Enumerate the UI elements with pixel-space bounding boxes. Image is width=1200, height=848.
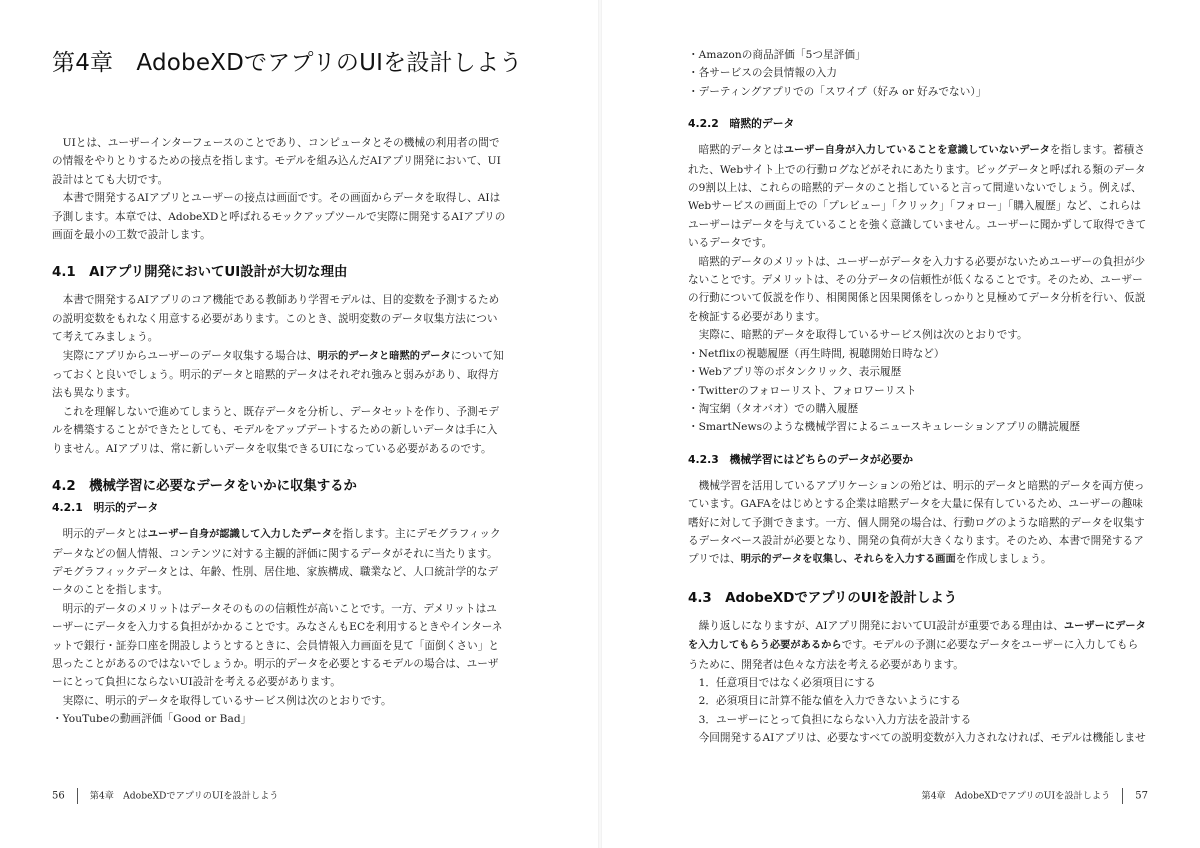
intro-paragraph: UIとは、ユーザーインターフェースのことであり、コンピュータとその機械の利用者の間での情報をやりとりするための接点を指します。モデルを組み込んだAIアプリ開発において、UI設計はとても大切です。	[52, 137, 501, 186]
body-paragraph: 暗黙的データのメリットは、ユーザーがデータを入力する必要がないためユーザーの負担が少ないことです。デメリットは、その分データの信頼性が低くなることです。そのため、ユーザーの行動について仮説を作り、相関関係と因果関係をしっかりと見極めてデータ分析を行い、仮説を検証する必要があります。	[688, 255, 1146, 323]
numbered-item: 2．必須項目に計算不能な値を入力できないようにする	[698, 695, 961, 708]
section-heading-4-3: 4.3 AdobeXDでアプリのUIを設計しよう	[688, 590, 957, 606]
footer-divider	[77, 788, 78, 804]
body-paragraph: 明示的データのメリットはデータそのものの信頼性が高いことです。一方、デメリットはユーザーにデータを入力する負担がかかることです。みなさんもECを利用するときやインターネットで銀行・証券口座を開設しようとするときに、会員情報入力画面を見て「面倒くさい」と思ったことがあるのではないでしょうか。明示的データを必要とするモデルの場合は、ユーザーにとって負担にならないUI設計を考える必要があります。	[52, 602, 503, 689]
list-item: ・各サービスの会員情報の入力	[688, 67, 838, 80]
body-paragraph: 本書で開発するAIアプリのコア機能である教師あり学習モデルは、目的変数を予測するための説明変数をもれなく用意する必要があります。このとき、説明変数のデータ収集方法について考えてみましょう。	[52, 294, 500, 344]
list-item: ・Twitterのフォローリスト、フォロワーリスト	[688, 384, 917, 397]
right-page-footer	[922, 788, 1148, 805]
body-paragraph: これを理解しないで進めてしまうと、既存データを分析し、データセットを作り、予測モデルを構築することができたとしても、モデルをアップデートするための新しいデータは手に入りません。AIアプリは、常に新しいデータを収集できるUIになっている必要があるのです。	[52, 405, 499, 455]
chapter-title: 第4章 AdobeXDでアプリのUIを設計しよう	[52, 50, 523, 76]
subsection-heading-4-2-1: 4.2.1 明示的データ	[52, 501, 159, 515]
page-number: 57	[1135, 790, 1148, 802]
list-item: ・Webアプリ等のボタンクリック、表示履歴	[688, 366, 902, 379]
list-item: ・YouTubeの動画評価「Good or Bad」	[52, 713, 252, 726]
list-item: ・Amazonの商品評価「5つ星評価」	[688, 49, 866, 61]
left-page-footer	[52, 788, 278, 805]
list-item: ・SmartNewsのような機械学習によるニュースキュレーションアプリの購読履歴	[688, 421, 1081, 434]
left-page-body	[52, 134, 507, 729]
list-item: ・Netflixの視聴履歴（再生時間, 視聴開始日時など）	[688, 347, 945, 360]
body-paragraph: 今回開発するAIアプリは、必要なすべての説明変数が入力されなければ、モデルは機能しませ	[698, 732, 1146, 745]
subsection-heading-4-2-3: 4.2.3 機械学習にはどちらのデータが必要か	[688, 452, 914, 466]
list-item: ・淘宝網（タオバオ）での購入履歴	[688, 402, 859, 415]
running-header: 第4章 AdobeXDでアプリのUIを設計しよう	[921, 790, 1111, 802]
running-header: 第4章 AdobeXDでアプリのUIを設計しよう	[89, 790, 279, 802]
body-paragraph: 明示的データとはユーザー自身が認識して入力したデータを指します。主にデモグラフィックデータなどの個人情報、コンテンツに対する主観的評価に関するデータがそれに当たります。デモグラフィックデータとは、年齢、性別、居住地、家族構成、職業など、人口統計学的なデータのことを指します。	[52, 528, 501, 597]
footer-divider	[1122, 788, 1123, 804]
body-paragraph: 機械学習を活用しているアプリケーションの殆どは、明示的データと暗黙的データを両方使っています。GAFAをはじめとする企業は暗黙データを大量に保有しているため、ユーザーの趣味嗜好に対して予測できます。一方、個人開発の場合は、行動ログのような暗黙的データを収集するデータベース設計が必要となり、開発の負荷が大きくなります。そのため、本書で開発するアプリでは、明示的データを収集し、それらを入力する画面を作成しましょう。	[688, 479, 1145, 566]
body-paragraph: 実際に、暗黙的データを取得しているサービス例は次のとおりです。	[698, 329, 1028, 342]
list-item: ・デーティングアプリでの「スワイプ（好み or 好みでない）」	[688, 85, 987, 98]
emphasis-text: ユーザー自身が認識して入力したデータ	[147, 529, 333, 541]
body-paragraph: 暗黙的データとはユーザー自身が入力していることを意識していないデータを指します。蓄積された、Webサイト上での行動ログなどがそれにあたります。ビッグデータと呼ばれる類のデータの9割以上は、これらの暗黙的データのこと指していると言って間違いないでしょう。例えば、Webサービスの画面上での「プレビュー」「クリック」「フォロー」「購入履歴」など、これらはユーザーはデータを与えていることを強く意識していません。ユーザーに聞かずして取得できているデータです。	[688, 144, 1147, 250]
emphasis-text: ユーザー自身が入力していることを意識していないデータ	[783, 145, 1050, 157]
body-paragraph: 実際にアプリからユーザーのデータ収集する場合は、明示的データと暗黙的データについて知っておくと良いでしょう。明示的データと暗黙的データはそれぞれ強みと弱みがあり、取得方法も異なります。	[52, 349, 504, 400]
body-paragraph: 繰り返しになりますが、AIアプリ開発においてUI設計が重要である理由は、ユーザーにデータを入力してもらう必要があるからです。モデルの予測に必要なデータをユーザーに入力してもらうために、開発者は色々な方法を考える必要があります。	[688, 619, 1146, 671]
right-page	[600, 0, 1200, 848]
emphasis-text: 明示的データを収集し、それらを入力する画面	[740, 554, 956, 566]
intro-paragraph: 本書で開発するAIアプリとユーザーの接点は画面です。その画面からデータを取得し、AIは予測します。本章では、AdobeXDと呼ばれるモックアップツールで実際に開発するAIアプリの画面を最小の工数で設計します。	[52, 192, 506, 242]
subsection-heading-4-2-2: 4.2.2 暗黙的データ	[688, 117, 795, 131]
numbered-item: 1．任意項目ではなく必須項目にする	[698, 676, 876, 689]
section-heading-4-1: 4.1 AIアプリ開発においてUI設計が大切な理由	[52, 265, 348, 281]
body-paragraph: 実際に、明示的データを取得しているサービス例は次のとおりです。	[62, 694, 392, 707]
emphasis-text: ユーザーにデータを入力してもらう必要があるから	[688, 620, 1146, 652]
numbered-item: 3．ユーザーにとって負担にならない入力方法を設計する	[698, 713, 972, 726]
right-page-body	[688, 46, 1148, 748]
section-heading-4-2: 4.2 機械学習に必要なデータをいかに収集するか	[52, 479, 357, 495]
page-number: 56	[52, 790, 65, 802]
emphasis-text: 明示的データと暗黙的データ	[317, 350, 451, 362]
